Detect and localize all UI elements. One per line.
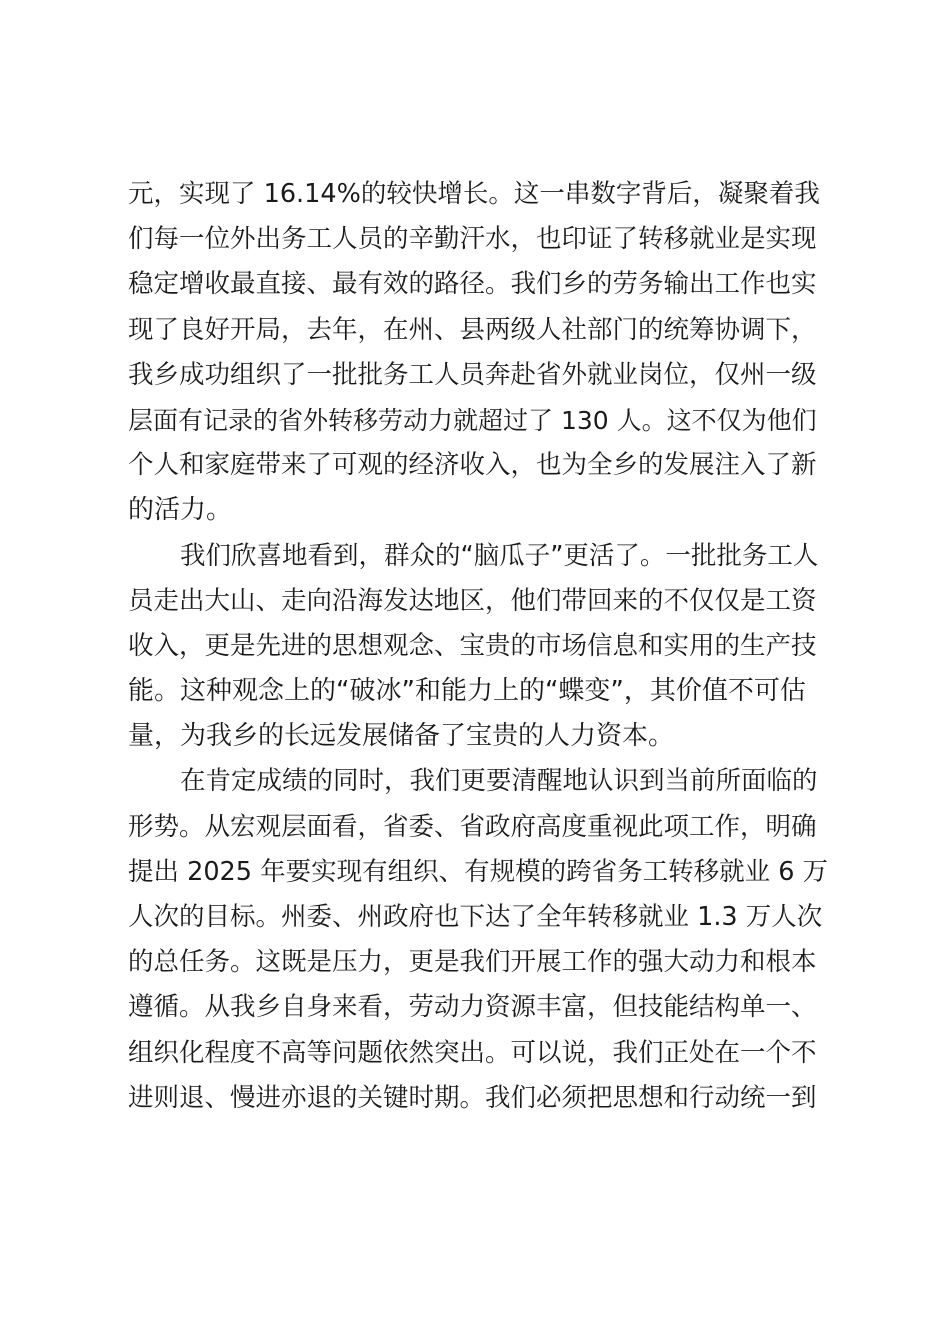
text-line: 的活力。 bbox=[128, 495, 233, 526]
text-line: 进则退、慢进亦退的关键时期。我们必须把思想和行动统一到 bbox=[128, 1082, 817, 1113]
text-line: 元，实现了 16.14%的较快增长。这一串数字背后，凝聚着我 bbox=[128, 179, 820, 209]
paragraph-3 bbox=[128, 759, 828, 1121]
text-line: 稳定增收最直接、最有效的路径。我们乡的劳务输出工作也实 bbox=[128, 269, 817, 300]
text-line: 人次的目标。州委、州政府也下达了全年转移就业 1.3 万人次 bbox=[128, 902, 823, 932]
paragraph-2 bbox=[128, 534, 828, 760]
text-line: 我们欣喜地看到，群众的“脑瓜子”更活了。一批批务工人 bbox=[180, 540, 819, 571]
text-line: 收入，更是先进的思想观念、宝贵的市场信息和实用的生产技 bbox=[128, 630, 817, 661]
text-line: 个人和家庭带来了可观的经济收入，也为全乡的发展注入了新 bbox=[128, 450, 817, 481]
text-line: 层面有记录的省外转移劳动力就超过了 130 人。这不仅为他们 bbox=[128, 405, 817, 435]
text-line: 我乡成功组织了一批批务工人员奔赴省外就业岗位，仅州一级 bbox=[128, 359, 817, 390]
text-line: 组织化程度不高等问题依然突出。可以说，我们正处在一个不 bbox=[128, 1037, 817, 1068]
text-line: 的总任务。这既是压力，更是我们开展工作的强大动力和根本 bbox=[128, 947, 817, 978]
text-line: 现了良好开局，去年，在州、县两级人社部门的统筹协调下， bbox=[128, 314, 817, 345]
text-line: 量，为我乡的长远发展储备了宝贵的人力资本。 bbox=[128, 721, 675, 752]
text-line: 形势。从宏观层面看，省委、省政府高度重视此项工作，明确 bbox=[128, 811, 817, 842]
text-line: 遵循。从我乡自身来看，劳动力资源丰富，但技能结构单一、 bbox=[128, 992, 817, 1023]
paragraph-1 bbox=[128, 172, 828, 534]
text-line: 能。这种观念上的“破冰”和能力上的“蝶变”，其价值不可估 bbox=[128, 676, 806, 707]
text-line: 们每一位外出务工人员的辛勤汗水，也印证了转移就业是实现 bbox=[128, 224, 817, 255]
text-line: 提出 2025 年要实现有组织、有规模的跨省务工转移就业 6 万 bbox=[128, 856, 829, 887]
body-text bbox=[128, 172, 828, 1121]
text-line: 在肯定成绩的同时，我们更要清醒地认识到当前所面临的 bbox=[180, 766, 818, 797]
text-line: 员走出大山、走向沿海发达地区，他们带回来的不仅仅是工资 bbox=[128, 585, 817, 616]
